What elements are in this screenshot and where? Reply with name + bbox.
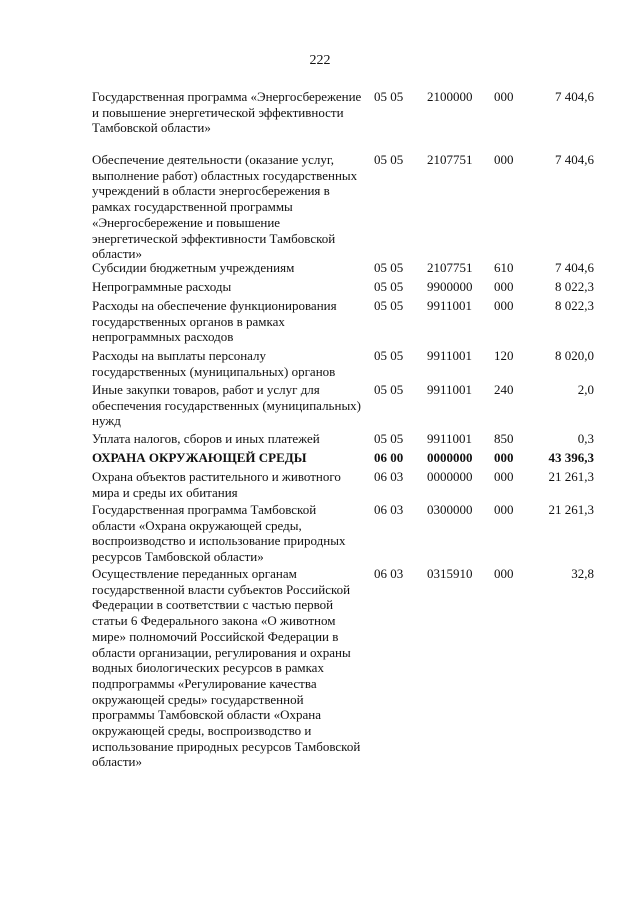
- row-target-code: 9911001: [427, 382, 473, 397]
- row-amount: 21 261,3: [548, 469, 594, 484]
- row-name: Обеспечение деятельности (оказание услуг, выполнение работ) областных государственных учреждений в области энергосбережения в рамках государственной программы «Энергосбережение и повышение энергетической эффективности Тамбовской области»: [92, 152, 358, 262]
- row-expense-type: 240: [494, 382, 514, 397]
- row-name: Государственная программа Тамбовской области «Охрана окружающей среды, воспроизводство и использование природных ресурсов Тамбовской области»: [92, 502, 346, 565]
- row-amount: 7 404,6: [555, 260, 594, 275]
- row-amount: 32,8: [571, 566, 594, 581]
- row-expense-type: 000: [494, 450, 514, 465]
- row-amount: 8 022,3: [555, 298, 594, 313]
- row-name: Осуществление переданных органам государственной власти субъектов Российской Федерации в соответствии с частью первой статьи 6 Федерального закона «О животном мире» полномочий Российской Федерации в области организации, регулирования и охраны водных биологических ресурсов в рамках подпрограммы «Регулирование качества окружающей среды» государственной программы Тамбовской области «Охрана окружающей среды, воспроизводство и использование природных ресурсов Тамбовской области»: [92, 566, 361, 770]
- row-section-code: 06 03: [374, 566, 404, 581]
- row-name: Иные закупки товаров, работ и услуг для обеспечения государственных (муниципальных) нужд: [92, 382, 362, 429]
- row-section-code: 06 03: [374, 502, 404, 517]
- row-name: Уплата налогов, сборов и иных платежей: [92, 431, 320, 446]
- row-expense-type: 000: [494, 566, 514, 581]
- row-target-code: 2100000: [427, 89, 473, 104]
- row-target-code: 9900000: [427, 279, 473, 294]
- row-section-code: 05 05: [374, 152, 404, 167]
- row-target-code: 0300000: [427, 502, 473, 517]
- row-section-code: 05 05: [374, 279, 404, 294]
- row-expense-type: 610: [494, 260, 514, 275]
- row-section-code: 06 00: [374, 450, 404, 465]
- row-name: Непрограммные расходы: [92, 279, 232, 294]
- row-target-code: 0000000: [427, 450, 473, 465]
- row-target-code: 9911001: [427, 431, 473, 446]
- row-expense-type: 000: [494, 279, 514, 294]
- row-amount: 8 020,0: [555, 348, 594, 363]
- row-amount: 0,3: [577, 431, 594, 446]
- row-amount: 43 396,3: [548, 450, 594, 465]
- row-section-code: 05 05: [374, 348, 404, 363]
- row-amount: 7 404,6: [555, 152, 594, 167]
- row-section-code: 05 05: [374, 382, 404, 397]
- row-amount: 7 404,6: [555, 89, 594, 104]
- row-target-code: 0315910: [427, 566, 473, 581]
- row-target-code: 9911001: [427, 298, 473, 313]
- row-amount: 2,0: [577, 382, 594, 397]
- row-name: Расходы на обеспечение функционирования государственных органов в рамках непрограммных расходов: [92, 298, 337, 345]
- row-expense-type: 000: [494, 469, 514, 484]
- row-target-code: 9911001: [427, 348, 473, 363]
- row-name: Охрана объектов растительного и животного мира и среды их обитания: [92, 469, 341, 500]
- row-target-code: 2107751: [427, 152, 473, 167]
- row-amount: 8 022,3: [555, 279, 594, 294]
- row-name: Расходы на выплаты персоналу государственных (муниципальных) органов: [92, 348, 336, 379]
- row-expense-type: 120: [494, 348, 514, 363]
- row-expense-type: 850: [494, 431, 514, 446]
- row-section-code: 05 05: [374, 431, 404, 446]
- row-amount: 21 261,3: [548, 502, 594, 517]
- row-section-code: 05 05: [374, 89, 404, 104]
- row-expense-type: 000: [494, 89, 514, 104]
- row-section-code: 05 05: [374, 260, 404, 275]
- row-section-code: 06 03: [374, 469, 404, 484]
- row-name: Субсидии бюджетным учреждениям: [92, 260, 295, 275]
- row-expense-type: 000: [494, 298, 514, 313]
- row-target-code: 0000000: [427, 469, 473, 484]
- row-name: ОХРАНА ОКРУЖАЮЩЕЙ СРЕДЫ: [92, 450, 307, 465]
- row-name: Государственная программа «Энергосбережение и повышение энергетической эффективности Тамбовской области»: [92, 89, 362, 136]
- row-expense-type: 000: [494, 502, 514, 517]
- row-expense-type: 000: [494, 152, 514, 167]
- row-target-code: 2107751: [427, 260, 473, 275]
- row-section-code: 05 05: [374, 298, 404, 313]
- page-number: 222: [309, 53, 331, 68]
